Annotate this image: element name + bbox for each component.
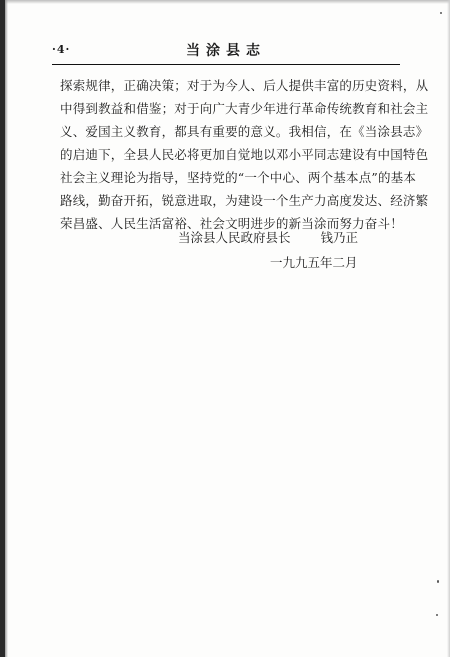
body-line: 探索规律，正确决策；对于为今人、后人提供丰富的历史资料，从 — [60, 78, 429, 93]
body-line: 义、爱国主义教育，都具有重要的意义。我相信，在《当涂县志》 — [60, 124, 429, 139]
body-line: 荣昌盛、人民生活富裕、社会文明进步的新当涂而努力奋斗！ — [60, 216, 403, 231]
signer-title: 当涂县人民政府县长 — [178, 230, 291, 245]
page-binding-shadow — [5, 0, 8, 657]
page-number: ·4· — [52, 43, 71, 56]
scan-speck — [440, 12, 442, 14]
body-line: 社会主义理论为指导，坚持党的“一个中心、两个基本点”的基本 — [60, 170, 417, 185]
signature-date: 一九九五年二月 — [270, 255, 358, 270]
page-top-edge — [0, 0, 450, 4]
body-line: 路线，勤奋开拓，锐意进取，为建设一个生产力高度发达、经济繁 — [60, 193, 429, 208]
scan-speck — [437, 580, 439, 583]
body-line: 中得到教益和借鉴；对于向广大青少年进行革命传统教育和社会主 — [60, 101, 429, 116]
page-header — [52, 40, 400, 64]
header-rule — [52, 64, 400, 65]
running-title: 当涂县志 — [186, 43, 266, 59]
scan-speck — [436, 614, 438, 616]
signer-name: 钱乃正 — [320, 230, 359, 245]
signature-block — [178, 228, 358, 246]
body-line: 的启迪下，全县人民必将更加自觉地以邓小平同志建设有中国特色 — [60, 147, 429, 162]
body-text — [60, 74, 429, 235]
